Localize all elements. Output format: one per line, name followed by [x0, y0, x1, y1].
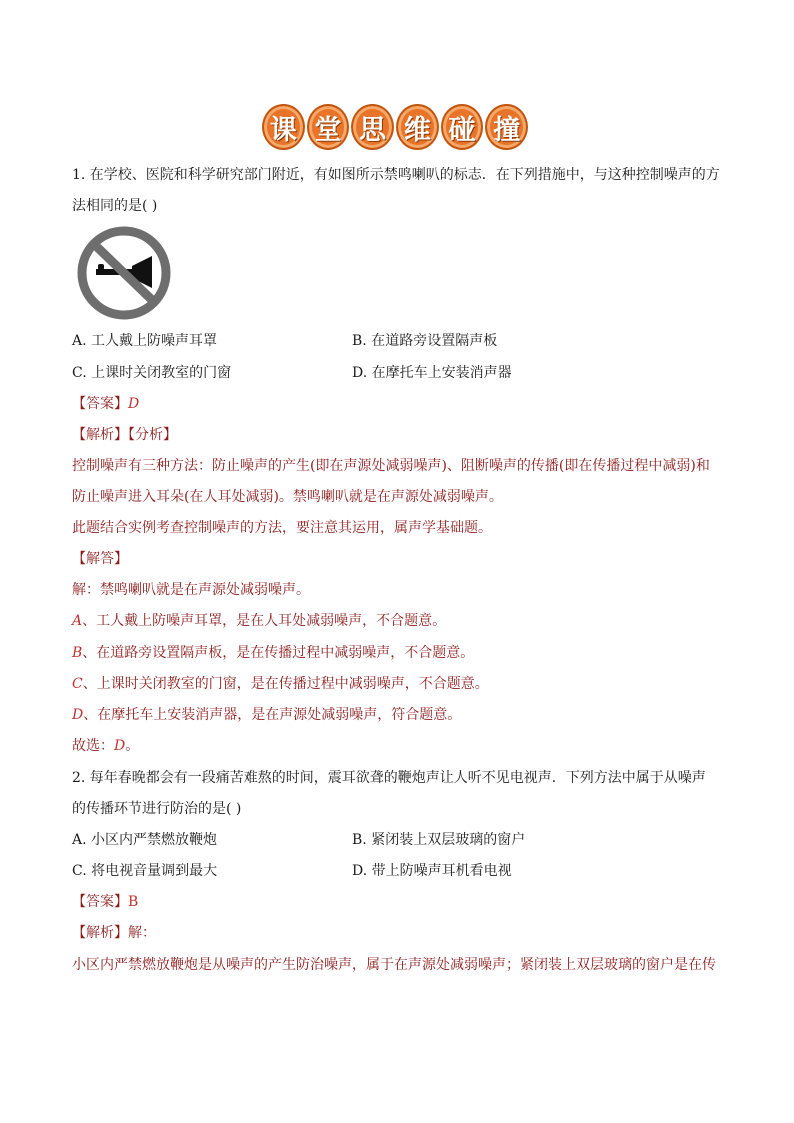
answer-value: D: [128, 396, 140, 412]
analysis-label: 【解析】: [72, 925, 128, 941]
choice-letter: B: [72, 645, 83, 661]
q2-stem-line2: 的传播环节进行防治的是( ): [72, 801, 242, 817]
q1-analysis-line1: 控制噪声有三种方法：防止噪声的产生(即在声源处减弱噪声)、阻断噪声的传播(即在传播过程中减弱)和: [72, 458, 710, 474]
q1-solve-c: [72, 674, 489, 694]
q2-analysis: [72, 923, 156, 943]
answer-value: B: [128, 894, 139, 910]
banner-char: 堂: [307, 104, 350, 150]
q1-solve-b: [72, 643, 474, 663]
answer-label: 【答案】: [72, 894, 128, 910]
choice-letter: A: [72, 613, 83, 629]
banner-char: 碰: [441, 104, 484, 150]
answer-label: 【答案】: [72, 396, 128, 412]
q1-solve-line0: 解：禁鸣喇叭就是在声源处减弱噪声。: [72, 582, 310, 598]
q1-analysis-line2: 防止噪声进入耳朵(在人耳处减弱)。禁鸣喇叭就是在声源处减弱噪声。: [72, 489, 503, 505]
final-letter: D: [114, 738, 126, 754]
q1-stem-line1: 1. 在学校、医院和科学研究部门附近，有如图所示禁鸣喇叭的标志．在下列措施中，与这种控制噪声的方: [72, 167, 720, 183]
q1-option-d: D. 在摩托车上安装消声器: [352, 365, 512, 381]
q1-option-c: C. 上课时关闭教室的门窗: [72, 365, 232, 381]
banner-char: 课: [262, 104, 305, 150]
final-pre: 故选：: [72, 738, 114, 754]
choice-text: 、在道路旁设置隔声板，是在传播过程中减弱噪声，不合题意。: [82, 645, 475, 661]
q2-option-c: C. 将电视音量调到最大: [72, 863, 218, 879]
choice-letter: C: [72, 676, 83, 692]
q2-option-a: A. 小区内严禁燃放鞭炮: [72, 832, 218, 848]
choice-text: 、在摩托车上安装消声器，是在声源处减弱噪声，符合题意。: [83, 707, 462, 723]
choice-text: 、上课时关闭教室的门窗，是在传播过程中减弱噪声，不合题意。: [82, 676, 489, 692]
q1-answer: [72, 394, 139, 414]
analysis-post: 解：: [128, 925, 156, 941]
q1-analysis-label: 【解析】【分析】: [72, 427, 177, 443]
q1-solve-a: [72, 611, 446, 631]
q1-option-b: B. 在道路旁设置隔声板: [352, 333, 498, 349]
choice-text: 、工人戴上防噪声耳罩，是在人耳处减弱噪声，不合题意。: [82, 613, 447, 629]
q2-answer: [72, 892, 138, 912]
q2-analysis-line1: 小区内严禁燃放鞭炮是从噪声的产生防治噪声，属于在声源处减弱噪声；紧闭装上双层玻璃的窗户是在传: [72, 957, 716, 973]
banner-char: 撞: [485, 104, 528, 150]
q2-option-b: B. 紧闭装上双层玻璃的窗户: [352, 832, 526, 848]
section-banner: [262, 104, 528, 150]
q1-analysis-line3: 此题结合实例考查控制噪声的方法，要注意其运用，属声学基础题。: [72, 520, 492, 536]
no-horn-sign-icon: [76, 226, 172, 320]
q1-stem-line2: 法相同的是( ): [72, 198, 158, 214]
final-post: 。: [125, 738, 140, 754]
banner-char: 思: [351, 104, 394, 150]
q2-option-d: D. 带上防噪声耳机看电视: [352, 863, 512, 879]
q1-option-a: A. 工人戴上防噪声耳罩: [72, 333, 218, 349]
q1-final-answer: [72, 736, 139, 756]
q2-stem-line1: 2. 每年春晚都会有一段痛苦难熬的时间，震耳欲聋的鞭炮声让人听不见电视声．下列方法中属于从噪声: [72, 770, 706, 786]
q1-solve-d: [72, 705, 461, 725]
q1-solve-label: 【解答】: [72, 551, 128, 567]
banner-char: 维: [396, 104, 439, 150]
choice-letter: D: [72, 707, 84, 723]
